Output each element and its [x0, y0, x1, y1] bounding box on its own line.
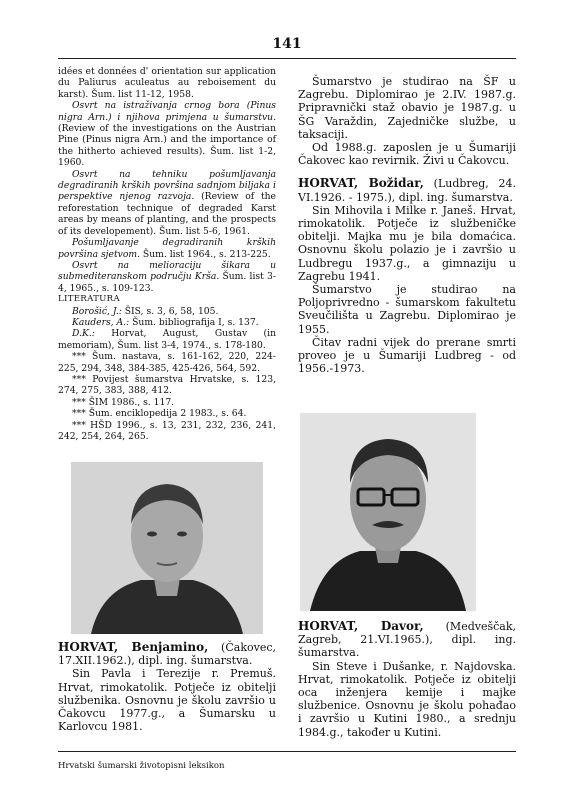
page-number: 141 — [272, 36, 302, 52]
literature-entry — [58, 374, 276, 397]
entry-header: (Čakovec, 17.XII.1962.), dipl. ing. šumarstva. — [58, 641, 276, 668]
reference-entry — [58, 100, 276, 168]
paragraph: Sin Mihovila i Milke r. Janeš. Hrvat, rimokatolik. Potječe iz službeničke obitelji. Majka mu je bila domaćica. Osnovnu školu polazio je i završio u Ludbregu 1937.g., a gimnaziju u Zagrebu 1941. — [298, 203, 516, 283]
literature-entry — [58, 408, 276, 419]
paragraph: Šumarstvo je studirao na ŠF u Zagrebu. Diplomirao je 2.IV. 1987.g. Pripravnički staž obavio je 1987.g. u ŠG Varaždin, Zajedničke službe, u taksaciji. — [298, 75, 516, 141]
footer-title: Hrvatski šumarski životopisni leksikon — [58, 761, 225, 771]
literature-author: Kauders, A.: — [72, 316, 130, 328]
literature-text: ŠIS, s. 3, 6, 58, 105. — [121, 305, 219, 317]
portrait-davor — [300, 413, 476, 611]
literature-author: *** — [72, 396, 86, 408]
reference-entry — [58, 237, 276, 260]
reference-title: Osvrt na tehniku pošumljavanja degradiranih krških površina sadnjom biljaka i perspektive njenog razvoja. — [58, 168, 276, 203]
paragraph: Čitav radni vijek do prerane smrti proveo je u Šumariji Ludbreg - od 1956.-1973. — [298, 335, 516, 376]
literature-entry — [58, 397, 276, 408]
reference-text: Šum. list 1964., s. 213-225. — [140, 248, 271, 260]
literature-author: *** — [72, 373, 86, 385]
literature-author: *** — [72, 408, 86, 420]
literature-entry — [58, 317, 276, 328]
reference-title: Osvrt na melioraciju šikara u submediteranskom području Krša. — [58, 259, 276, 283]
literature-entry — [58, 420, 276, 443]
literature-text: Šum. nastava, s. 161-162, 220, 224-225, 294, 348, 384-385, 425-426, 564, 592. — [58, 351, 276, 374]
literature-text: Šum. enciklopedija 2 1983., s. 64. — [85, 408, 247, 420]
reference-entry — [58, 169, 276, 237]
reference-entry — [58, 260, 276, 294]
entry-header: (Ludbreg, 24. VI.1926. - 1975.), dipl. ing. šumarstva. — [298, 177, 516, 204]
literature-entry — [58, 328, 276, 351]
reference-entry — [58, 66, 276, 100]
literature-text: Šum. bibliografija I, s. 137. — [129, 316, 259, 328]
left-column — [58, 66, 276, 442]
entry-name: HORVAT, Benjamino, — [58, 640, 209, 654]
reference-text: (Review of the investigations on the Austrian Pine (Pinus nigra Arn.) and the importance of the hitherto achieved results). Šum. list 1-2, 1960. — [58, 123, 276, 169]
literature-author: *** — [72, 419, 86, 431]
reference-text: idées et données d' orientation sur application du Paliurus aculeatus au reboisement du karst). Šum. list 11-12, 1958. — [58, 66, 276, 100]
entry-davor — [298, 620, 516, 739]
paragraph: Od 1988.g. zaposlen je u Šumariji Čakovec kao revirnik. Živi u Čakovcu. — [298, 141, 516, 168]
portrait-benjamino — [71, 462, 263, 634]
entry-body: Sin Pavla i Terezije r. Premuš. Hrvat, rimokatolik. Potječe iz obitelji službenika. Osnovnu je školu završio u Čakovcu 1977.g., a Šumarsku u Karlovcu 1981. — [58, 667, 276, 734]
literature-entry — [58, 306, 276, 317]
header-rule — [58, 58, 516, 59]
literature-author: D.K.: — [72, 328, 95, 340]
entry-header: (Medveščak, Zagreb, 21.VI.1965.), dipl. ing. šumarstva. — [298, 620, 517, 660]
literature-entry — [58, 351, 276, 374]
reference-title: Pošumljavanje degradiranih krških površina sjetvom. — [58, 237, 276, 260]
literature-list — [58, 306, 276, 443]
entry-body: Sin Steve i Dušanke, r. Najdovska. Hrvat, rimokatolik. Potječe iz obitelji oca inženjera kemije i majke službenice. Osnovnu je školu pohađao i završio u Kutini 1980., a srednju 1984.g., također u Kutini. — [298, 659, 516, 739]
literature-text: Povijest šumarstva Hrvatske, s. 123, 274, 275, 383, 388, 412. — [58, 373, 276, 397]
reference-text: (Review of the reforestation technique of degraded Karst areas by means of planting, and the prospects of its developement). Šum. list 5-6, 1961. — [58, 191, 276, 237]
footer-rule — [58, 751, 516, 752]
literature-text: ŠIM 1986., s. 117. — [85, 396, 175, 408]
right-column — [298, 75, 516, 375]
entry-name: HORVAT, Davor, — [298, 619, 424, 633]
reference-text: Šum. list 3-4, 1965., s. 109-123. — [58, 271, 276, 294]
entry-benjamino — [58, 641, 276, 733]
entry-bozidar-header — [298, 177, 516, 203]
literature-author: *** — [72, 351, 86, 363]
paragraph: Šumarstvo je studirao na Poljoprivredno - šumarskom fakultetu Sveučilišta u Zagrebu. Diplomirao je 1955. — [298, 283, 516, 336]
literature-text: HŠD 1996., s. 13, 231, 232, 236, 241, 242, 254, 264, 265. — [58, 419, 276, 442]
literature-text: Horvat, August, Gustav (in memoriam), Šum. list 3-4, 1974., s. 178-180. — [58, 328, 276, 351]
literature-author: Borošić, J.: — [72, 305, 122, 317]
reference-title: Osvrt na istraživanja crnog bora (Pinus nigra Arn.) i njihova primjena u šumarstvu. — [58, 100, 276, 123]
literature-heading: LITERATURA — [58, 294, 120, 305]
entry-name: HORVAT, Božidar, — [298, 176, 424, 191]
reference-list — [58, 66, 276, 294]
